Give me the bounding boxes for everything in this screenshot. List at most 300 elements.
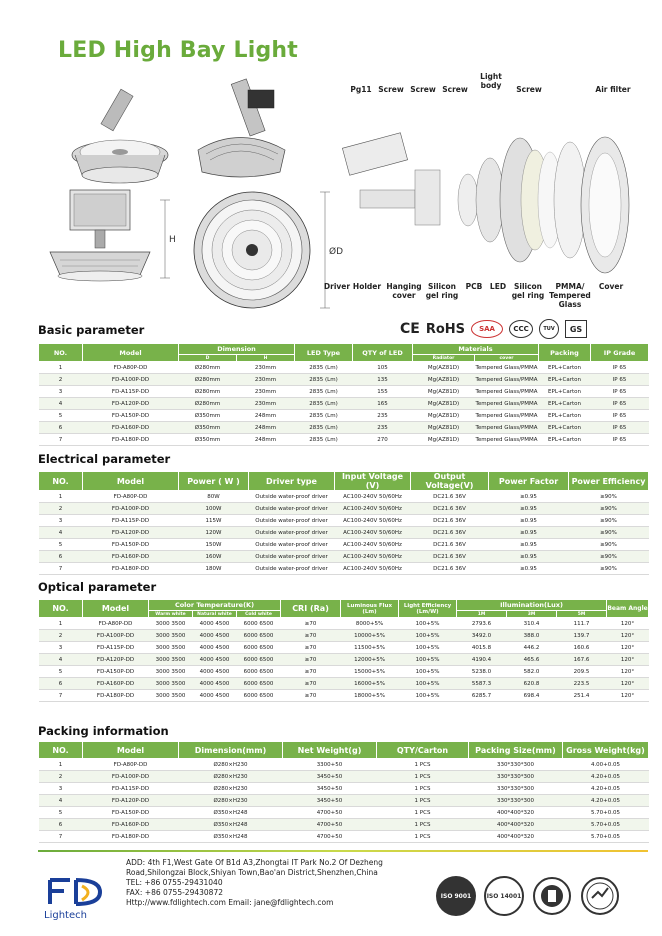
callout-screw-1: Screw [378, 85, 404, 94]
basic-cell: IP 65 [591, 362, 649, 374]
lamp-view-2 [198, 79, 285, 177]
optical-cell: 4000 4500 [193, 642, 237, 654]
basic-cell: 248mm [237, 434, 295, 446]
electrical-header: Power Efficiency [569, 472, 649, 491]
packing-cell: 4.20+0.05 [563, 783, 649, 795]
lamp-view-1 [72, 89, 168, 183]
optical-h-color-temp: Color Temperature(K) [149, 600, 281, 611]
callout-pcb: PCB [465, 282, 483, 291]
optical-cell: 100+5% [399, 678, 457, 690]
electrical-cell: ≥90% [569, 563, 649, 575]
basic-cell: EPL+Carton [539, 398, 591, 410]
electrical-cell: 5 [39, 539, 83, 551]
callout-screw-3: Screw [442, 85, 468, 94]
packing-cell: Ø350×H248 [179, 807, 283, 819]
basic-cell: EPL+Carton [539, 374, 591, 386]
basic-cell: 165 [353, 398, 413, 410]
basic-h-no: NO. [39, 344, 83, 362]
electrical-cell: 115W [179, 515, 249, 527]
callout-driver: Driver [323, 282, 351, 291]
optical-cell: 6000 6500 [237, 678, 281, 690]
electrical-cell: 160W [179, 551, 249, 563]
basic-cell: Ø280mm [179, 398, 237, 410]
packing-cell: 4.00+0.05 [563, 759, 649, 771]
optical-cell: 2793.6 [457, 618, 507, 630]
electrical-cell: FD-A115P-DD [83, 515, 179, 527]
electrical-cell: Outside water-proof driver [249, 539, 335, 551]
optical-cell: 7 [39, 690, 83, 702]
optical-cell: 120° [607, 642, 649, 654]
optical-cell: 100+5% [399, 630, 457, 642]
tel: TEL: +86 0755-29431040 [126, 878, 223, 887]
optical-cell: 15000+5% [341, 666, 399, 678]
basic-row [39, 386, 649, 398]
optical-cell: 5587.3 [457, 678, 507, 690]
optical-cell: 3000 3500 [149, 630, 193, 642]
optical-h-5m: 5M [557, 611, 607, 618]
packing-row [39, 807, 649, 819]
optical-row [39, 690, 649, 702]
callout-cover: Cover [598, 282, 624, 291]
basic-row [39, 410, 649, 422]
electrical-cell: FD-A180P-DD [83, 563, 179, 575]
basic-cell: Ø280mm [179, 362, 237, 374]
optical-cell: 6285.7 [457, 690, 507, 702]
electrical-cell: ≥90% [569, 527, 649, 539]
packing-header: Gross Weight(kg) [563, 742, 649, 759]
electrical-table [38, 471, 649, 575]
electrical-cell: Outside water-proof driver [249, 563, 335, 575]
callout-screw-2: Screw [410, 85, 436, 94]
basic-cell: Tempered Glass/PMMA [475, 422, 539, 434]
electrical-row [39, 539, 649, 551]
optical-cell: 4 [39, 654, 83, 666]
basic-cell: Mg(AZ81D) [413, 422, 475, 434]
optical-cell: 4000 4500 [193, 690, 237, 702]
basic-cell: 2 [39, 374, 83, 386]
optical-cell: 3000 3500 [149, 666, 193, 678]
optical-cell: FD-A150P-DD [83, 666, 149, 678]
saa-logo: SAA [471, 320, 503, 338]
basic-row [39, 434, 649, 446]
optical-row [39, 618, 649, 630]
basic-cell: FD-A80P-DD [83, 362, 179, 374]
basic-cell: 7 [39, 434, 83, 446]
basic-cell: 230mm [237, 386, 295, 398]
basic-row [39, 362, 649, 374]
packing-cell: 400*400*320 [469, 819, 563, 831]
basic-cell: 135 [353, 374, 413, 386]
optical-cell: 388.0 [507, 630, 557, 642]
optical-cell: ≥70 [281, 630, 341, 642]
basic-cell: Ø350mm [179, 410, 237, 422]
fax: FAX: +86 0755-29430872 [126, 888, 223, 897]
packing-cell: FD-A100P-DD [83, 771, 179, 783]
electrical-cell: AC100-240V 50/60Hz [335, 515, 411, 527]
optical-cell: 3000 3500 [149, 618, 193, 630]
basic-cell: EPL+Carton [539, 422, 591, 434]
basic-cell: IP 65 [591, 386, 649, 398]
basic-row [39, 374, 649, 386]
electrical-cell: DC21.6 36V [411, 539, 489, 551]
page-title: LED High Bay Light [58, 38, 299, 63]
basic-cell: 2835 (Lm) [295, 398, 353, 410]
electrical-row [39, 563, 649, 575]
basic-cell: Ø350mm [179, 422, 237, 434]
basic-cell: IP 65 [591, 410, 649, 422]
basic-cell: Ø350mm [179, 434, 237, 446]
basic-cell: Tempered Glass/PMMA [475, 374, 539, 386]
optical-cell: 446.2 [507, 642, 557, 654]
basic-cell: 3 [39, 386, 83, 398]
optical-title: Optical parameter [38, 580, 157, 594]
optical-row [39, 666, 649, 678]
electrical-cell: DC21.6 36V [411, 491, 489, 503]
callout-pmma-glass: PMMA/ Tempered Glass [549, 282, 591, 309]
electrical-cell: FD-A120P-DD [83, 527, 179, 539]
electrical-cell: AC100-240V 50/60Hz [335, 503, 411, 515]
basic-h-model: Model [83, 344, 179, 362]
optical-row [39, 654, 649, 666]
packing-row [39, 831, 649, 843]
optical-cell: 100+5% [399, 642, 457, 654]
optical-cell: 100+5% [399, 654, 457, 666]
optical-cell: 4000 4500 [193, 666, 237, 678]
packing-header: Packing Size(mm) [469, 742, 563, 759]
optical-h-cold: Cold white [237, 611, 281, 618]
logo-text: Lightech [44, 910, 87, 921]
packing-cell: 1 PCS [377, 783, 469, 795]
company-logo [44, 876, 114, 920]
dim-d-label: ØD [329, 247, 344, 257]
optical-cell: FD-A115P-DD [83, 642, 149, 654]
optical-cell: 6000 6500 [237, 630, 281, 642]
basic-cell: EPL+Carton [539, 362, 591, 374]
basic-cell: IP 65 [591, 398, 649, 410]
basic-cell: Mg(AZ81D) [413, 362, 475, 374]
packing-header: QTY/Carton [377, 742, 469, 759]
packing-cell: 400*400*320 [469, 831, 563, 843]
basic-cell: EPL+Carton [539, 434, 591, 446]
packing-cell: 4.20+0.05 [563, 795, 649, 807]
packing-header: NO. [39, 742, 83, 759]
optical-h-1m: 1M [457, 611, 507, 618]
electrical-cell: DC21.6 36V [411, 515, 489, 527]
optical-cell: ≥70 [281, 690, 341, 702]
basic-cell: Tempered Glass/PMMA [475, 410, 539, 422]
optical-cell: 4015.8 [457, 642, 507, 654]
ce-logo: CE [400, 321, 420, 337]
packing-cell: FD-A150P-DD [83, 807, 179, 819]
basic-cell: 248mm [237, 422, 295, 434]
basic-cell: FD-A120P-DD [83, 398, 179, 410]
electrical-cell: ≥0.95 [489, 515, 569, 527]
packing-cell: Ø280×H230 [179, 783, 283, 795]
electrical-cell: AC100-240V 50/60Hz [335, 491, 411, 503]
electrical-cell: FD-A150P-DD [83, 539, 179, 551]
optical-cell: FD-A80P-DD [83, 618, 149, 630]
packing-header: Model [83, 742, 179, 759]
electrical-title: Electrical parameter [38, 452, 171, 466]
optical-cell: 6000 6500 [237, 654, 281, 666]
packing-cell: 5.70+0.05 [563, 831, 649, 843]
electrical-header: Output Voltage(V) [411, 472, 489, 491]
electrical-cell: 100W [179, 503, 249, 515]
optical-cell: 209.5 [557, 666, 607, 678]
basic-cell: Mg(AZ81D) [413, 386, 475, 398]
basic-cell: Mg(AZ81D) [413, 434, 475, 446]
basic-h-radiator: Radiator [413, 355, 475, 362]
optical-cell: 120° [607, 630, 649, 642]
basic-cell: 2835 (Lm) [295, 386, 353, 398]
packing-cell: 1 PCS [377, 819, 469, 831]
packing-header: Net Weight(g) [283, 742, 377, 759]
basic-row [39, 422, 649, 434]
tuv-logo: TUV [539, 319, 559, 339]
iso9001-badge: ISO 9001 [436, 876, 476, 916]
basic-cell: Mg(AZ81D) [413, 398, 475, 410]
packing-cell: 2 [39, 771, 83, 783]
packing-cell: FD-A115P-DD [83, 783, 179, 795]
electrical-cell: FD-A160P-DD [83, 551, 179, 563]
basic-h-d: D [179, 355, 237, 362]
web-email: Http://www.fdlightech.com Email: jane@fdlightech.com [126, 898, 334, 907]
optical-cell: 4000 4500 [193, 630, 237, 642]
optical-row [39, 642, 649, 654]
optical-cell: ≥70 [281, 618, 341, 630]
optical-cell: 465.6 [507, 654, 557, 666]
optical-cell: 120° [607, 678, 649, 690]
packing-cell: 1 [39, 759, 83, 771]
optical-cell: 18000+5% [341, 690, 399, 702]
packing-cell: 330*330*300 [469, 783, 563, 795]
rohs-logo: RoHS [425, 321, 466, 337]
electrical-cell: 3 [39, 515, 83, 527]
packing-cell: 4 [39, 795, 83, 807]
optical-cell: 3000 3500 [149, 642, 193, 654]
optical-cell: 6000 6500 [237, 618, 281, 630]
optical-cell: 160.6 [557, 642, 607, 654]
optical-cell: 167.6 [557, 654, 607, 666]
electrical-cell: Outside water-proof driver [249, 491, 335, 503]
optical-cell: 4190.4 [457, 654, 507, 666]
callout-holder: Holder [352, 282, 382, 291]
optical-cell: 3000 3500 [149, 654, 193, 666]
basic-cell: 2835 (Lm) [295, 422, 353, 434]
packing-cell: 330*330*300 [469, 759, 563, 771]
basic-h-h: H [237, 355, 295, 362]
optical-h-beam: Beam Angle [607, 600, 649, 618]
gs-logo: GS [565, 320, 587, 338]
basic-cell: 270 [353, 434, 413, 446]
electrical-cell: ≥90% [569, 503, 649, 515]
basic-cell: EPL+Carton [539, 386, 591, 398]
optical-h-warm: Warm white [149, 611, 193, 618]
optical-cell: FD-A100P-DD [83, 630, 149, 642]
electrical-cell: ≥90% [569, 491, 649, 503]
packing-cell: 4700+50 [283, 819, 377, 831]
optical-cell: 4000 4500 [193, 618, 237, 630]
electrical-cell: 150W [179, 539, 249, 551]
packing-cell: 7 [39, 831, 83, 843]
electrical-cell: FD-A100P-DD [83, 503, 179, 515]
optical-cell: 3 [39, 642, 83, 654]
basic-cell: 2835 (Lm) [295, 362, 353, 374]
callout-silicon-gel-ring-2: Silicon gel ring [511, 282, 545, 300]
optical-cell: 4000 4500 [193, 654, 237, 666]
callout-screw-4: Screw [516, 85, 542, 94]
electrical-cell: ≥0.95 [489, 539, 569, 551]
electrical-header: Power Factor [489, 472, 569, 491]
optical-cell: 251.4 [557, 690, 607, 702]
basic-cell: Mg(AZ81D) [413, 374, 475, 386]
callout-led: LED [489, 282, 507, 291]
footer-rule [38, 850, 648, 852]
packing-cell: FD-A180P-DD [83, 831, 179, 843]
electrical-cell: Outside water-proof driver [249, 551, 335, 563]
basic-cell: 230mm [237, 374, 295, 386]
electrical-cell: FD-A80P-DD [83, 491, 179, 503]
basic-cell: Ø280mm [179, 374, 237, 386]
contact-block [126, 858, 383, 908]
optical-cell: 11500+5% [341, 642, 399, 654]
basic-h-packing: Packing [539, 344, 591, 362]
optical-h-illumination: Illumination(Lux) [457, 600, 607, 611]
packing-cell: Ø280×H230 [179, 759, 283, 771]
basic-cell: Tempered Glass/PMMA [475, 362, 539, 374]
packing-table [38, 741, 649, 843]
electrical-cell: 80W [179, 491, 249, 503]
basic-cell: Tempered Glass/PMMA [475, 398, 539, 410]
basic-cell: 6 [39, 422, 83, 434]
packing-cell: Ø280×H230 [179, 795, 283, 807]
electrical-cell: Outside water-proof driver [249, 515, 335, 527]
optical-cell: ≥70 [281, 642, 341, 654]
callout-silicon-gel-ring-1: Silicon gel ring [425, 282, 459, 300]
basic-table [38, 343, 649, 446]
optical-cell: 5 [39, 666, 83, 678]
electrical-cell: ≥0.95 [489, 551, 569, 563]
packing-header: Dimension(mm) [179, 742, 283, 759]
optical-row [39, 630, 649, 642]
packing-cell: 330*330*300 [469, 795, 563, 807]
basic-cell: IP 65 [591, 374, 649, 386]
electrical-cell: AC100-240V 50/60Hz [335, 563, 411, 575]
packing-cell: 330*330*300 [469, 771, 563, 783]
packing-cell: 4700+50 [283, 807, 377, 819]
basic-cell: IP 65 [591, 422, 649, 434]
callout-hanging-cover: Hanging cover [386, 282, 422, 300]
packing-cell: 4700+50 [283, 831, 377, 843]
packing-cell: 5.70+0.05 [563, 819, 649, 831]
electrical-cell: 180W [179, 563, 249, 575]
basic-cell: 2835 (Lm) [295, 374, 353, 386]
electrical-cell: 4 [39, 527, 83, 539]
optical-cell: FD-A120P-DD [83, 654, 149, 666]
electrical-cell: ≥0.95 [489, 491, 569, 503]
lamp-view-side [50, 190, 176, 281]
basic-cell: 235 [353, 422, 413, 434]
basic-cell: Mg(AZ81D) [413, 410, 475, 422]
optical-h-flux: Luminous Flux (Lm) [341, 600, 399, 618]
optical-cell: 223.5 [557, 678, 607, 690]
optical-cell: 4000 4500 [193, 678, 237, 690]
electrical-cell: ≥90% [569, 551, 649, 563]
electrical-cell: Outside water-proof driver [249, 527, 335, 539]
electrical-cell: AC100-240V 50/60Hz [335, 551, 411, 563]
basic-cell: 4 [39, 398, 83, 410]
basic-cell: IP 65 [591, 434, 649, 446]
packing-cell: FD-A120P-DD [83, 795, 179, 807]
optical-h-3m: 3M [507, 611, 557, 618]
electrical-header: Driver type [249, 472, 335, 491]
basic-cell: FD-A100P-DD [83, 374, 179, 386]
packing-cell: 1 PCS [377, 759, 469, 771]
optical-cell: 100+5% [399, 666, 457, 678]
callout-pg11: Pg11 [350, 85, 372, 94]
basic-h-qty: QTY of LED [353, 344, 413, 362]
basic-row [39, 398, 649, 410]
exploded-view [342, 133, 629, 273]
basic-cell: 1 [39, 362, 83, 374]
optical-cell: 3492.0 [457, 630, 507, 642]
electrical-header: Power ( W ) [179, 472, 249, 491]
electrical-cell: Outside water-proof driver [249, 503, 335, 515]
ccc-logo: CCC [509, 320, 533, 338]
electrical-cell: ≥90% [569, 515, 649, 527]
address-line-2: Road,Shilongzai Block,Shiyan Town,Bao'an District,Shenzhen,China [126, 868, 378, 877]
electrical-header: Input Voltage (V) [335, 472, 411, 491]
optical-cell: 6000 6500 [237, 666, 281, 678]
optical-cell: 6000 6500 [237, 690, 281, 702]
optical-cell: 10000+5% [341, 630, 399, 642]
electrical-cell: DC21.6 36V [411, 503, 489, 515]
optical-cell: 582.0 [507, 666, 557, 678]
packing-row [39, 795, 649, 807]
optical-cell: FD-A160P-DD [83, 678, 149, 690]
dim-h-label: H [169, 235, 176, 245]
basic-cell: 230mm [237, 398, 295, 410]
packing-row [39, 759, 649, 771]
packing-cell: FD-A80P-DD [83, 759, 179, 771]
basic-cell: EPL+Carton [539, 410, 591, 422]
fd-logo-icon [44, 876, 114, 906]
electrical-cell: AC100-240V 50/60Hz [335, 539, 411, 551]
optical-cell: 100+5% [399, 618, 457, 630]
optical-cell: 120° [607, 654, 649, 666]
basic-cell: 2835 (Lm) [295, 410, 353, 422]
packing-row [39, 783, 649, 795]
basic-h-materials: Materials [413, 344, 539, 355]
optical-row [39, 678, 649, 690]
packing-cell: 3450+50 [283, 783, 377, 795]
basic-cell: 2835 (Lm) [295, 434, 353, 446]
packing-cell: 1 PCS [377, 831, 469, 843]
optical-cell: ≥70 [281, 678, 341, 690]
optical-cell: 8000+5% [341, 618, 399, 630]
optical-cell: 2 [39, 630, 83, 642]
optical-table [38, 599, 649, 702]
optical-cell: ≥70 [281, 666, 341, 678]
optical-cell: 139.7 [557, 630, 607, 642]
packing-row [39, 771, 649, 783]
packing-cell: 1 PCS [377, 807, 469, 819]
optical-cell: 698.4 [507, 690, 557, 702]
electrical-cell: ≥90% [569, 539, 649, 551]
optical-cell: 120° [607, 690, 649, 702]
basic-h-cover: cover [475, 355, 539, 362]
optical-h-natural: Natural white [193, 611, 237, 618]
